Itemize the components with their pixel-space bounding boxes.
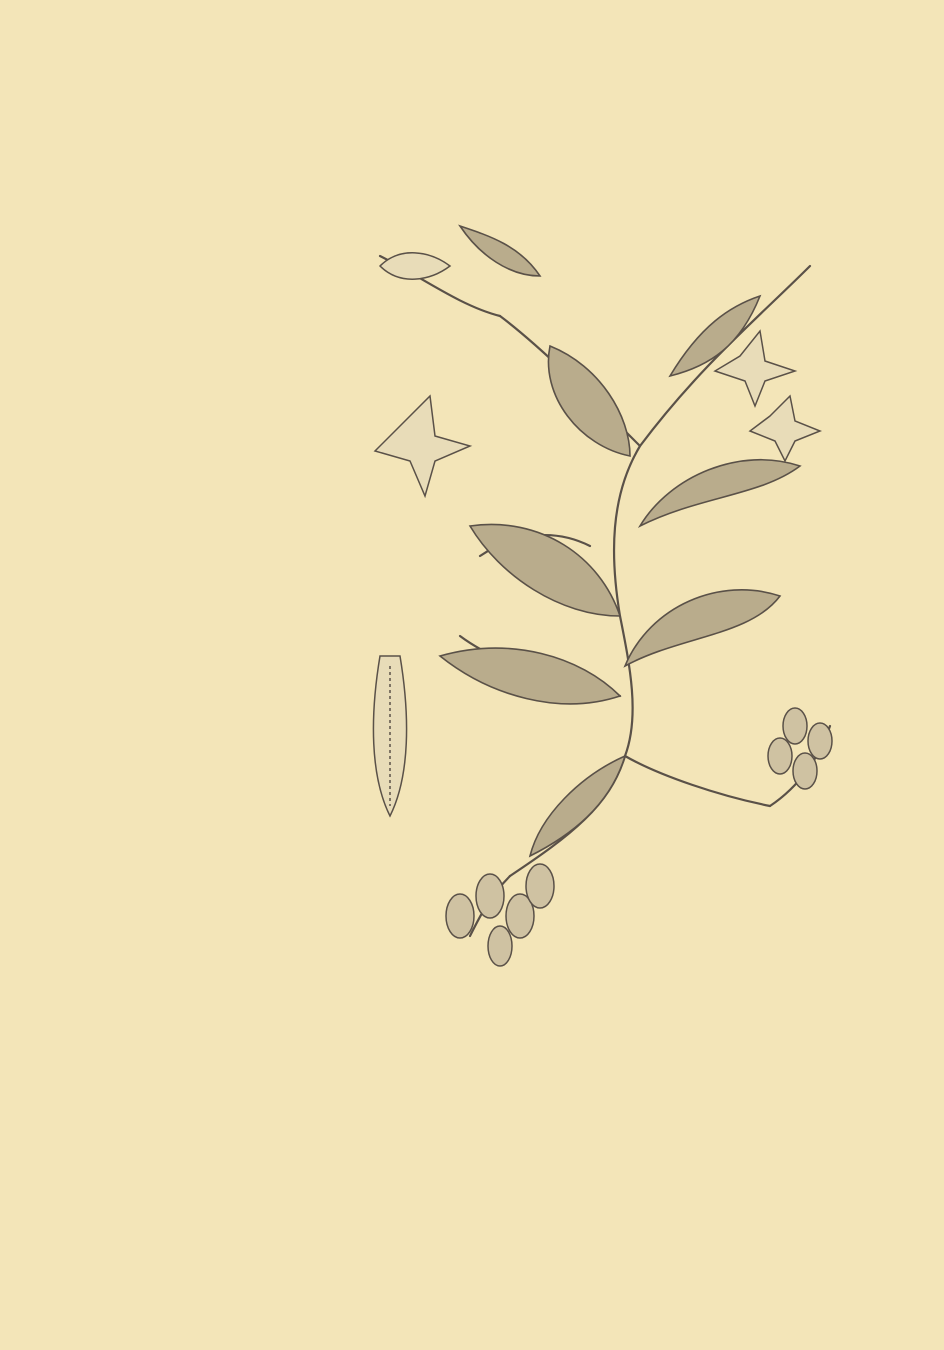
plant-illustration bbox=[340, 196, 870, 986]
